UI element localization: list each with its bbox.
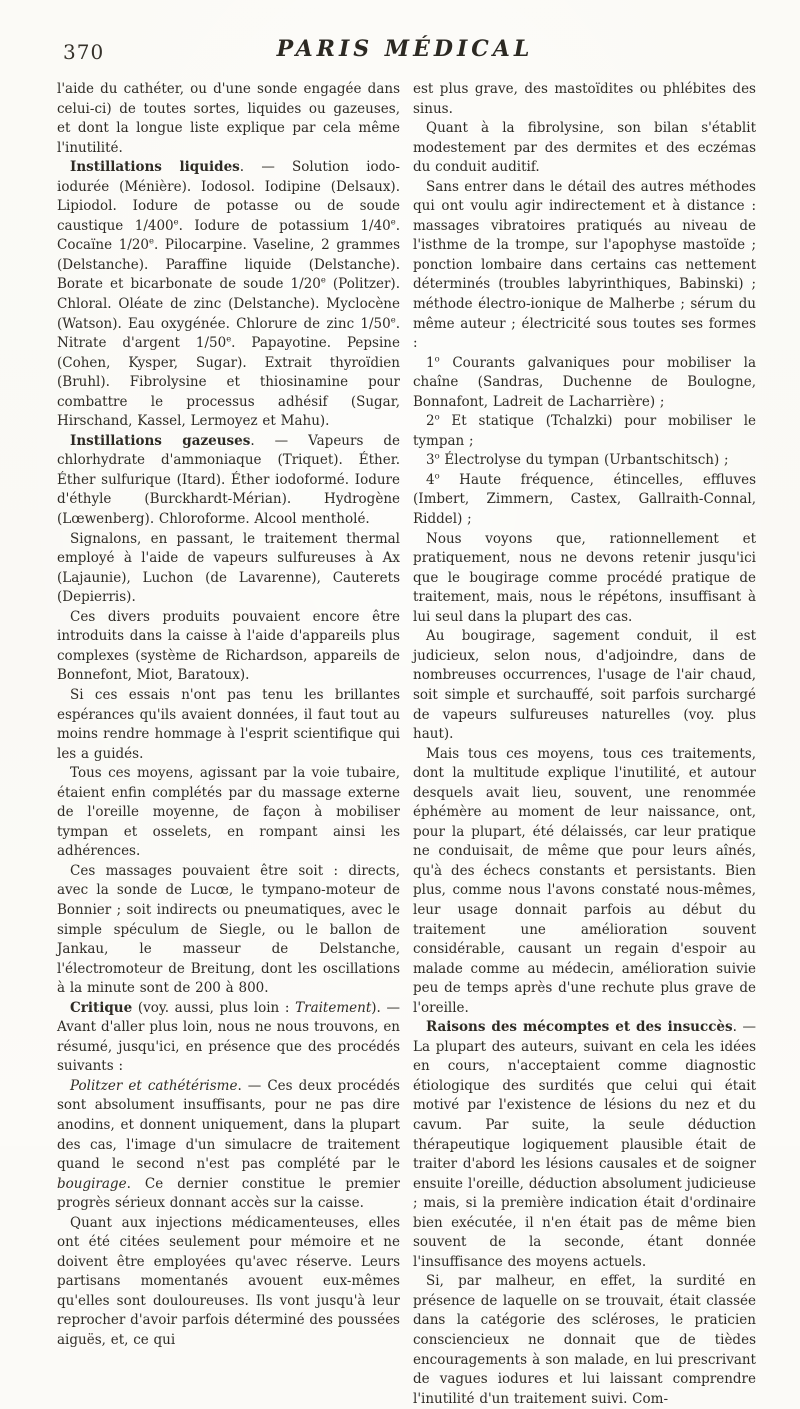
column-right (413, 80, 756, 1409)
paragraph: Politzer et cathétérisme. — Ces deux procédés sont absolument insuffisants, pour ne pas dire anodins, et donnent uniquement, dans la plupart des cas, l'image d'un simulacre de traitement quand le second n'est pas complété par le bougirage. Ce dernier constitue le premier progrès sérieux donnant accès sur la caisse. (57, 1077, 400, 1212)
paragraph: Critique (voy. aussi, plus loin : Traitement). — Avant d'aller plus loin, nous ne nous trouvons, en résumé, jusqu'ici, en présence que des procédés suivants : (57, 999, 400, 1075)
paragraph: 4$^o$ Haute fréquence, étincelles, effluves (Imbert, Zimmern, Castex, Gallraith-Connal, Riddel) ; (413, 470, 756, 528)
paragraph: Quant aux injections médicamenteuses, elles ont été citées seulement pour mémoire et ne doivent être employées qu'avec réserve. Leurs partisans momentanés avouent eux-mêmes qu'elles sont douloureuses. Ils vont jusqu'à leur reprocher d'avoir parfois déterminé des poussées aiguës, et, ce qui (57, 1214, 400, 1348)
paragraph: Instillations liquides. — Solution iodo-iodurée (Ménière). Iodosol. Iodipine (Delsaux). Lipiodol. Iodure de potasse ou de soude caustique 1/400e. Iodure de potassium 1/40e. Cocaïne 1/20e. Pilocarpine. Vaseline, 2 grammes (Delstanche). Paraffine liquide (Delstanche). Borate et bicarbonate de soude 1/20e (Politzer). Chloral. Oléate de zinc (Delstanche). Myclocène (Watson). Eau oxygénée. Chlorure de zinc 1/50e. Nitrate d'argent 1/50e. Papayotine. Pepsine (Cohen, Kysper, Sugar). Extrait thyroïdien (Bruhl). Fibrolysine et thiosinamine pour combattre le processus adhésif (Sugar, Hirschand, Kassel, Lermoyez et Mahu). (57, 159, 401, 430)
journal-title: PARIS MÉDICAL (276, 36, 534, 62)
paragraph: est plus grave, des mastoïdites ou phlébites des sinus. (413, 81, 756, 117)
paragraph: Nous voyons que, rationnellement et pratiquement, nous ne devons retenir jusqu'ici que le bougirage comme procédé pratique de traitement, mais, nous le répétons, insuffisant à lui seul dans la plupart des cas. (413, 530, 756, 625)
paragraph: Instillations gazeuses. — Vapeurs de chlorhydrate d'ammoniaque (Triquet). Éther. Éther sulfurique (Itard). Éther iodoformé. Iodure d'éthyle (Burckhardt-Mérian). Hydrogène (Lœwenberg). Chloroforme. Alcool mentholé. (57, 432, 401, 528)
paragraph: Si, par malheur, en effet, la surdité en présence de laquelle on se trouvait, était classée dans la catégorie des scléroses, le praticien consciencieux ne donnait que de tièdes encouragements à son malade, en lui prescrivant de vagues iodures et lui laissant comprendre l'inutilité d'un traitement suivi. Com- (413, 1273, 756, 1407)
paragraph: Signalons, en passant, le traitement thermal employé à l'aide de vapeurs sulfureuses à Ax (Lajaunie), Luchon (de Lavarenne), Cauterets (Depierris). (57, 530, 400, 606)
paragraph: Ces massages pouvaient être soit : directs, avec la sonde de Lucœ, le tympano-moteur de Bonnier ; soit indirects ou pneumatiques, avec le simple spéculum de Siegle, ou le ballon de Jankau, le masseur de Delstanche, l'électromoteur de Breitung, dont les oscillations à la minute sont de 200 à 800. (57, 862, 400, 997)
page-number: 370 (63, 40, 105, 64)
paragraph: Raisons des mécomptes et des insuccès. — La plupart des auteurs, suivant en cela les idées en cours, n'acceptaient comme diagnostic étiologique des surdités que celui qui était motivé par l'existence de lésions du nez et du cavum. Par suite, la seule déduction thérapeutique logiquement plausible était de traiter d'abord les lésions causales et de soigner ensuite l'oreille, déduction absolument judicieuse ; mais, si la première indication était d'ordinaire bien exécutée, il n'en était pas de même bien souvent de la seconde, étant donnée l'insuffisance des moyens actuels. (413, 1019, 756, 1270)
page-header (57, 36, 753, 66)
paragraph: 1$^o$ Courants galvaniques pour mobiliser la chaîne (Sandras, Duchenne de Boulogne, Bonnafont, Ladreit de Lacharrière) ; (413, 353, 756, 410)
paragraph: Tous ces moyens, agissant par la voie tubaire, étaient enfin complétés par du massage externe de l'oreille moyenne, de façon à mobiliser tympan et osselets, en rompant ainsi les adhérences. (57, 765, 400, 860)
paragraph: Ces divers produits pouvaient encore être introduits dans la caisse à l'aide d'appareils plus complexes (système de Richardson, appareils de Bonnefont, Miot, Baratoux). (57, 608, 400, 684)
paragraph: l'aide du cathéter, ou d'une sonde engagée dans celui-ci) de toutes sortes, liquides ou gazeuses, et dont la longue liste explique par cela même l'inutilité. (57, 81, 400, 156)
paragraph: 2$^o$ Et statique (Tchalzki) pour mobiliser le tympan ; (413, 411, 756, 449)
paragraph: Quant à la fibrolysine, son bilan s'établit modestement par des dermites et des eczémas du conduit auditif. (413, 120, 756, 176)
paragraph: Au bougirage, sagement conduit, il est judicieux, selon nous, d'adjoindre, dans de nombreuses occurrences, l'usage de l'air chaud, soit simple et surchauffé, soit parfois surchargé de vapeurs sulfureuses naturelles (voy. plus haut). (413, 628, 756, 743)
column-left (57, 80, 400, 1409)
paragraph: Mais tous ces moyens, tous ces traitements, dont la multitude explique l'inutilité, et autour desquels avait lieu, souvent, une renommée éphémère au moment de leur naissance, ont, pour la plupart, été délaissés, car leur pratique ne conduisait, de même que pour leurs aînés, qu'à des échecs constants et persistants. Bien plus, comme nous l'avons constaté nous-mêmes, leur usage donnait parfois au début du traitement une amélioration souvent considérable, causant un regain d'espoir au malade comme au médecin, amélioration suivie peu de temps après d'une rechute plus grave de l'oreille. (413, 745, 756, 1016)
paragraph: 3$^o$ Électrolyse du tympan (Urbantschitsch) ; (426, 450, 729, 469)
two-column-body (57, 80, 756, 1409)
paragraph: Si ces essais n'ont pas tenu les brillantes espérances qu'ils avaient données, il faut tout au moins rendre hommage à l'esprit scientifique qui les a guidés. (57, 686, 400, 762)
paragraph: Sans entrer dans le détail des autres méthodes qui ont voulu agir indirectement et à distance : massages vibratoires pratiqués au niveau de l'isthme de la trompe, sur l'apophyse mastoïde ; ponction lombaire dans certains cas nettement déterminés (troubles labyrinthiques, Babinski) ; méthode électro-ionique de Malherbe ; sérum du même auteur ; électricité sous toutes ses formes : (413, 178, 756, 352)
